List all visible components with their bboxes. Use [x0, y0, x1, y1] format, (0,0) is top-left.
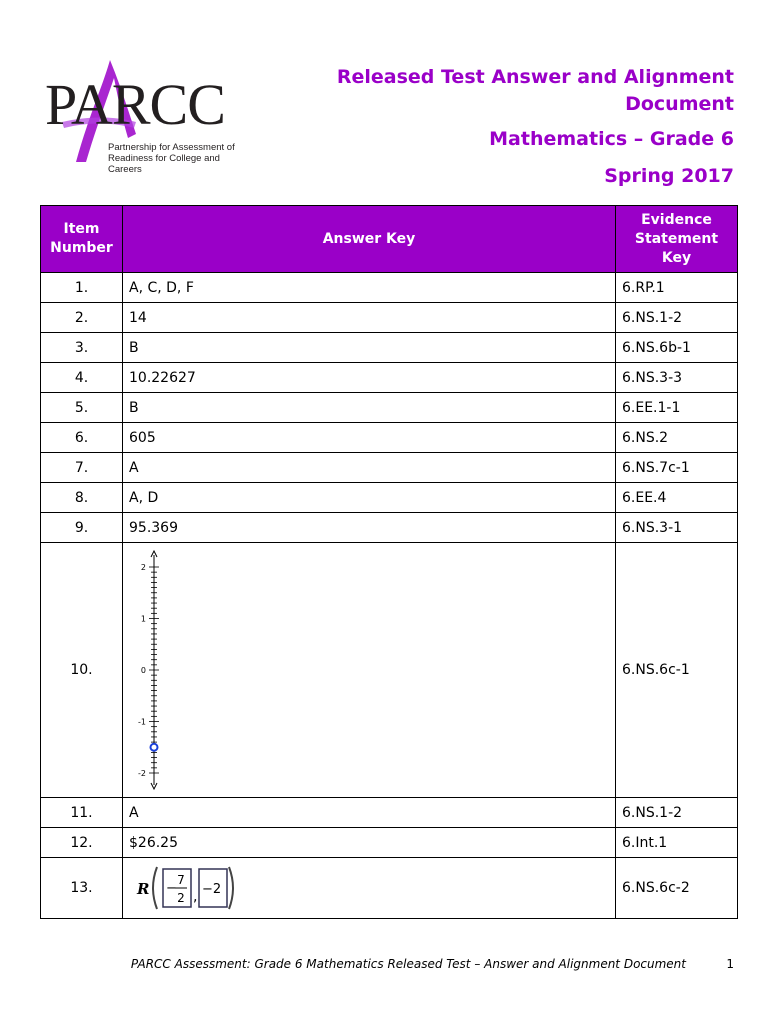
item-number: 11. — [41, 798, 123, 828]
table-row — [41, 828, 738, 858]
table-row — [41, 303, 738, 333]
table-row — [41, 393, 738, 423]
table-row — [41, 423, 738, 453]
axis-tick-label: 0 — [140, 666, 146, 675]
evidence-cell: 6.EE.4 — [616, 483, 738, 513]
item-number: 1. — [41, 273, 123, 303]
axis-tick-label: 1 — [140, 614, 146, 624]
evidence-cell: 6.NS.6c-1 — [616, 543, 738, 798]
header-evidence — [616, 206, 738, 273]
table-row — [41, 453, 738, 483]
axis-tick-label: 2 — [140, 563, 146, 572]
header-evidence-line3: Key — [661, 249, 692, 266]
answer-cell: A — [123, 798, 616, 828]
point-letter: R — [137, 880, 150, 898]
footer-text: PARCC Assessment: Grade 6 Mathematics Released Test – Answer and Alignment Document — [130, 957, 686, 971]
evidence-cell: 6.NS.6b-1 — [616, 333, 738, 363]
item-number: 8. — [41, 483, 123, 513]
header-evidence-line1: Evidence — [641, 211, 712, 228]
x-numerator: 7 — [177, 873, 185, 887]
page-number: 1 — [726, 957, 734, 971]
pair-comma: , — [193, 889, 198, 905]
logo-subtitle-line2: Readiness for College and Careers — [108, 153, 220, 175]
answer-cell: 14 — [123, 303, 616, 333]
axis-tick-label: -2 — [138, 769, 146, 778]
header-evidence-line2: Statement — [634, 230, 719, 247]
header-answer-key: Answer Key — [123, 206, 616, 273]
item-number: 6. — [41, 423, 123, 453]
table-row — [41, 363, 738, 393]
item-number: 3. — [41, 333, 123, 363]
document-header — [337, 64, 734, 188]
header-item-line1: Item — [63, 221, 100, 237]
answer-cell-number-line — [123, 543, 616, 798]
plotted-point — [151, 744, 158, 751]
answer-cell: A — [123, 453, 616, 483]
item-number: 10. — [41, 543, 123, 798]
header-item-line2: Number — [50, 240, 113, 256]
answer-cell: 95.369 — [123, 513, 616, 543]
evidence-cell: 6.NS.1-2 — [616, 303, 738, 333]
item-number: 9. — [41, 513, 123, 543]
answer-table — [40, 205, 738, 919]
evidence-cell: 6.NS.2 — [616, 423, 738, 453]
answer-cell: 10.22627 — [123, 363, 616, 393]
answer-cell: A, D — [123, 483, 616, 513]
axis-tick-label: -1 — [138, 717, 146, 727]
y-value: −2 — [202, 882, 222, 897]
title-line2: Document — [625, 93, 734, 115]
table-row — [41, 543, 738, 798]
evidence-cell: 6.NS.7c-1 — [616, 453, 738, 483]
document-title — [337, 64, 734, 118]
item-number: 4. — [41, 363, 123, 393]
x-sign: − — [166, 881, 177, 896]
evidence-cell: 6.NS.3-1 — [616, 513, 738, 543]
logo-wordmark: PARCC — [45, 72, 225, 137]
table-row — [41, 513, 738, 543]
answer-cell: B — [123, 393, 616, 423]
table-row — [41, 798, 738, 828]
answer-cell: $26.25 — [123, 828, 616, 858]
item-number: 7. — [41, 453, 123, 483]
answer-cell: 605 — [123, 423, 616, 453]
evidence-cell: 6.NS.6c-2 — [616, 858, 738, 919]
evidence-cell: 6.EE.1-1 — [616, 393, 738, 423]
evidence-cell: 6.NS.1-2 — [616, 798, 738, 828]
item-number: 12. — [41, 828, 123, 858]
header-item-number — [41, 206, 123, 273]
logo-subtitle — [108, 142, 255, 175]
x-denominator: 2 — [177, 891, 185, 905]
item-number: 5. — [41, 393, 123, 423]
number-line-graphic — [129, 545, 189, 795]
evidence-cell: 6.RP.1 — [616, 273, 738, 303]
table-row — [41, 273, 738, 303]
table-row — [41, 858, 738, 919]
evidence-cell: 6.Int.1 — [616, 828, 738, 858]
logo-subtitle-line1: Partnership for Assessment of — [108, 142, 235, 153]
ordered-pair-graphic — [129, 861, 239, 915]
answer-cell: A, C, D, F — [123, 273, 616, 303]
parcc-logo — [40, 58, 255, 173]
item-number: 13. — [41, 858, 123, 919]
answer-cell: B — [123, 333, 616, 363]
subject-title: Mathematics – Grade 6 — [489, 128, 734, 150]
answer-cell-ordered-pair — [123, 858, 616, 919]
table-row — [41, 483, 738, 513]
title-line1: Released Test Answer and Alignment — [336, 66, 734, 88]
table-row — [41, 333, 738, 363]
evidence-cell: 6.NS.3-3 — [616, 363, 738, 393]
season-title: Spring 2017 — [604, 165, 734, 187]
item-number: 2. — [41, 303, 123, 333]
